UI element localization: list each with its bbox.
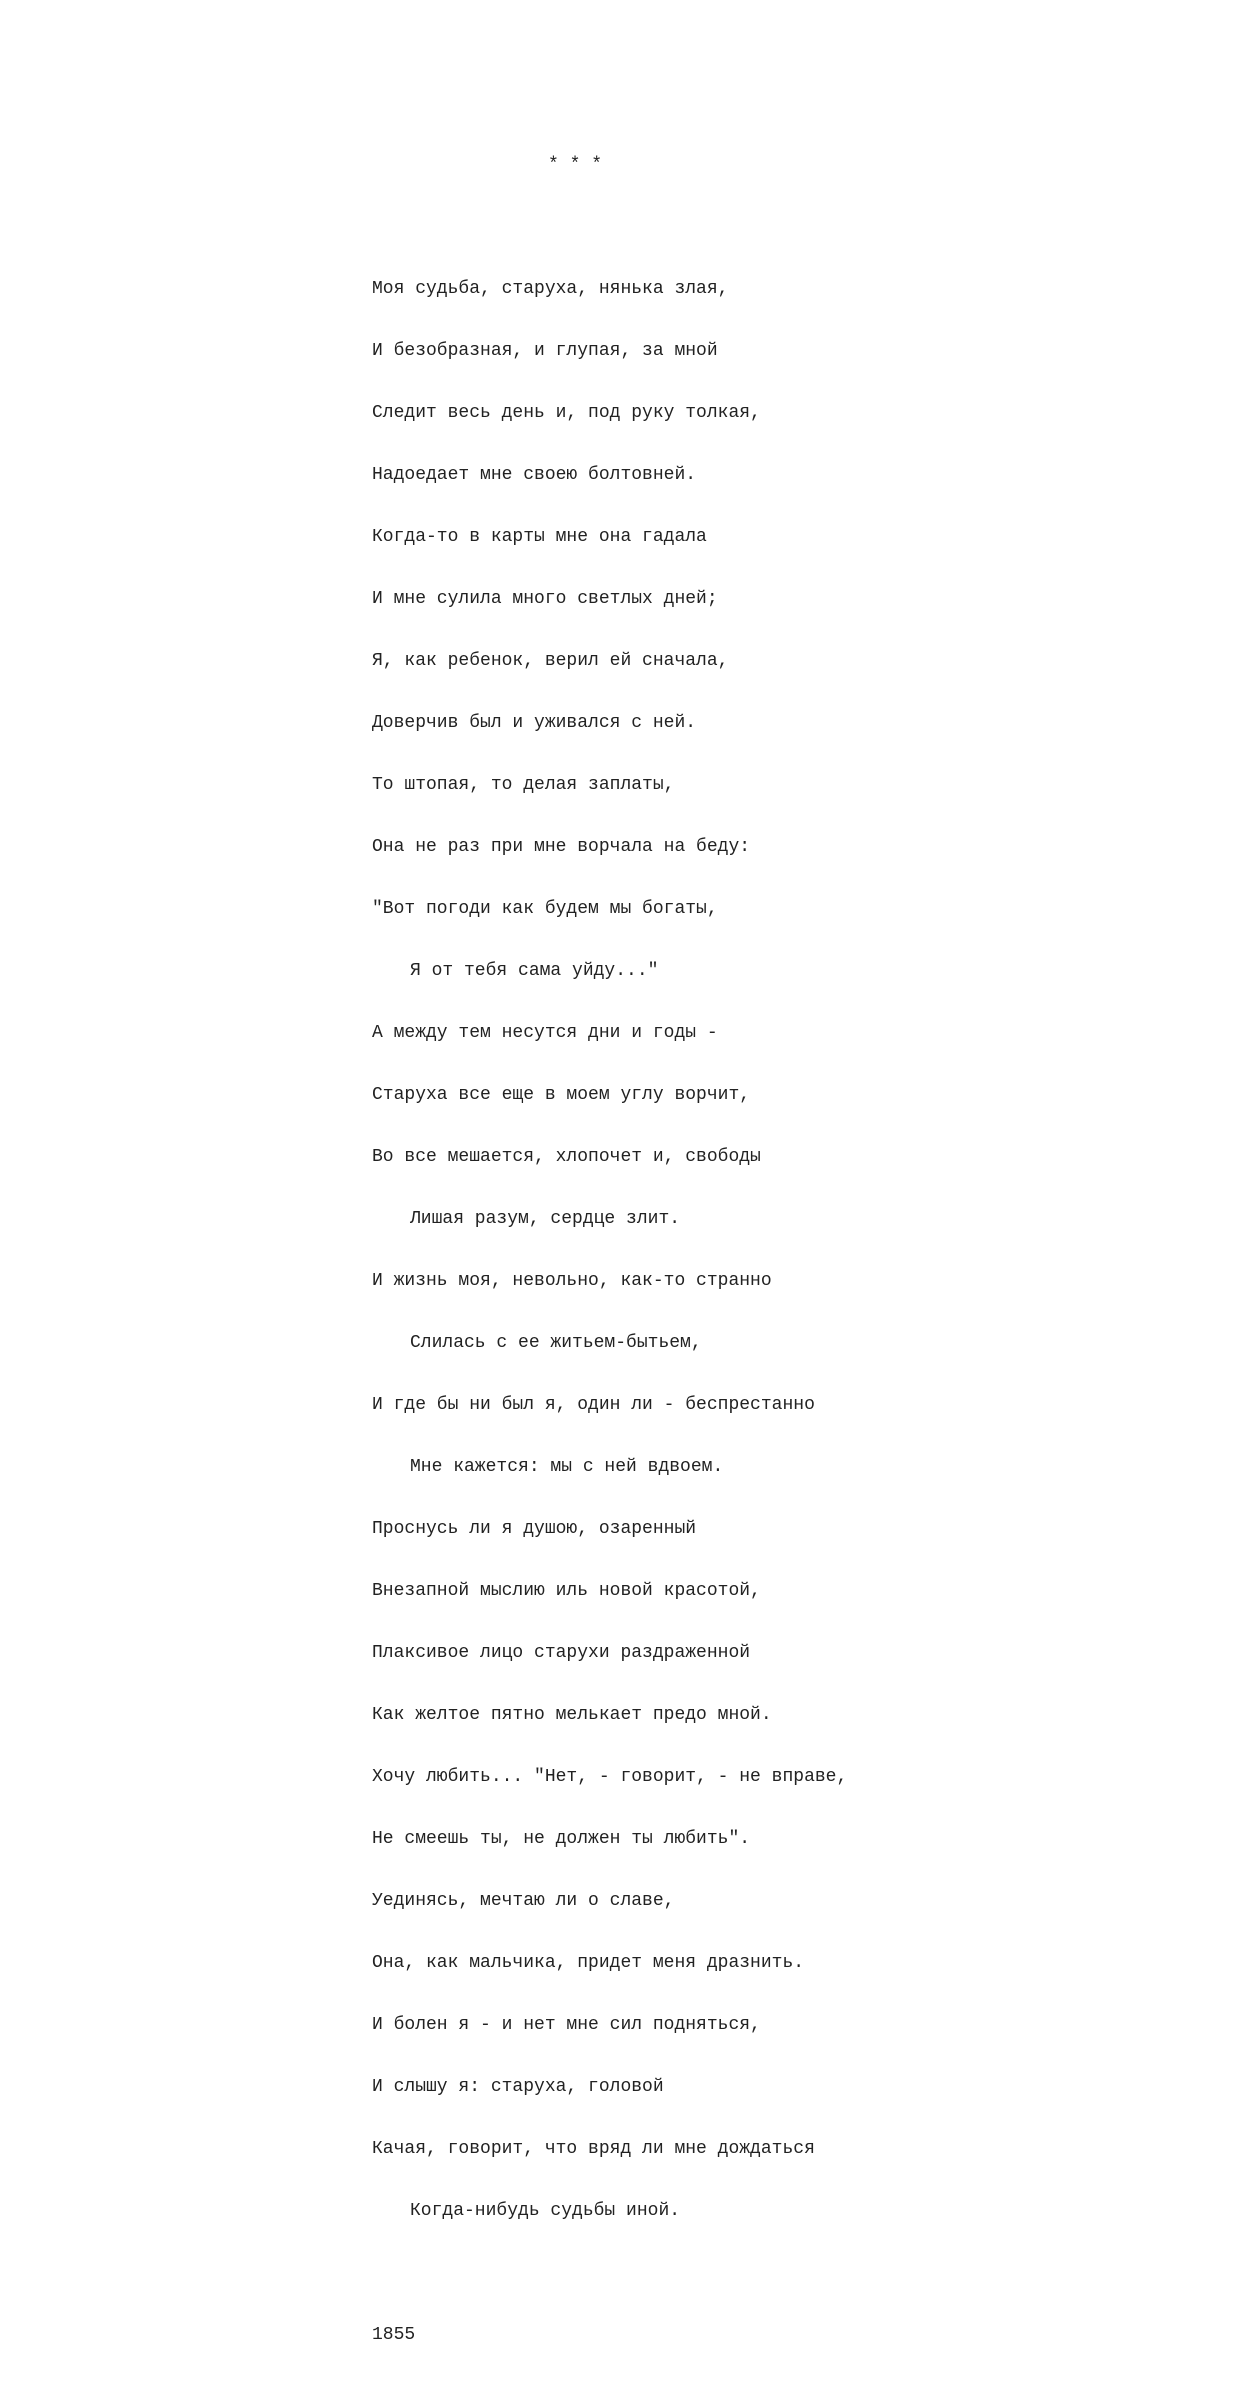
poem-line: Качая, говорит, что вряд ли мне дождаться bbox=[372, 2139, 815, 2159]
poem-stanza bbox=[372, 238, 847, 2262]
poem-line: Когда-то в карты мне она гадала bbox=[372, 527, 707, 547]
poem-line: И жизнь моя, невольно, как-то странно bbox=[372, 1271, 772, 1291]
poem-line: "Вот погоди как будем мы богаты, bbox=[372, 899, 718, 919]
poem-line: Как желтое пятно мелькает предо мной. bbox=[372, 1705, 772, 1725]
poem-line: Доверчив был и уживался с ней. bbox=[372, 713, 697, 733]
poem-line: То штопая, то делая заплаты, bbox=[372, 775, 675, 795]
poem-date: 1855 bbox=[372, 2325, 416, 2345]
poem-line: Не смеешь ты, не должен ты любить". bbox=[372, 1829, 751, 1849]
poem-line: Когда-нибудь судьбы иной. bbox=[410, 2201, 681, 2221]
poem bbox=[372, 114, 847, 2386]
poem-line: И безобразная, и глупая, за мной bbox=[372, 341, 718, 361]
poem-line: Она, как мальчика, придет меня дразнить. bbox=[372, 1953, 805, 1973]
poem-line: Слилась с ее житьем-бытьем, bbox=[410, 1333, 702, 1353]
poem-line: Я, как ребенок, верил ей сначала, bbox=[372, 651, 729, 671]
poem-title: * * * bbox=[548, 155, 603, 175]
poem-line: Моя судьба, старуха, нянька злая, bbox=[372, 279, 729, 299]
poem-line: И слышу я: старуха, головой bbox=[372, 2077, 664, 2097]
poem-line: Проснусь ли я душою, озаренный bbox=[372, 1519, 697, 1539]
poem-line: Лишая разум, сердце злит. bbox=[410, 1209, 681, 1229]
poem-line: Я от тебя сама уйду..." bbox=[410, 961, 659, 981]
poem-line: Уединясь, мечтаю ли о славе, bbox=[372, 1891, 675, 1911]
poem-line: Хочу любить... "Нет, - говорит, - не вправе, bbox=[372, 1767, 848, 1787]
poem-line: Мне кажется: мы с ней вдвоем. bbox=[410, 1457, 724, 1477]
poem-line: И мне сулила много светлых дней; bbox=[372, 589, 718, 609]
poem-line: И болен я - и нет мне сил подняться, bbox=[372, 2015, 761, 2035]
poem-line: Она не раз при мне ворчала на беду: bbox=[372, 837, 751, 857]
poem-line: Во все мешается, хлопочет и, свободы bbox=[372, 1147, 761, 1167]
poem-line: Следит весь день и, под руку толкая, bbox=[372, 403, 761, 423]
poem-line: Внезапной мыслию иль новой красотой, bbox=[372, 1581, 761, 1601]
poem-line: И где бы ни был я, один ли - беспрестанно bbox=[372, 1395, 815, 1415]
poem-line: Плаксивое лицо старухи раздраженной bbox=[372, 1643, 751, 1663]
poem-line: Старуха все еще в моем углу ворчит, bbox=[372, 1085, 751, 1105]
poem-line: А между тем несутся дни и годы - bbox=[372, 1023, 718, 1043]
poem-line: Надоедает мне своею болтовней. bbox=[372, 465, 697, 485]
